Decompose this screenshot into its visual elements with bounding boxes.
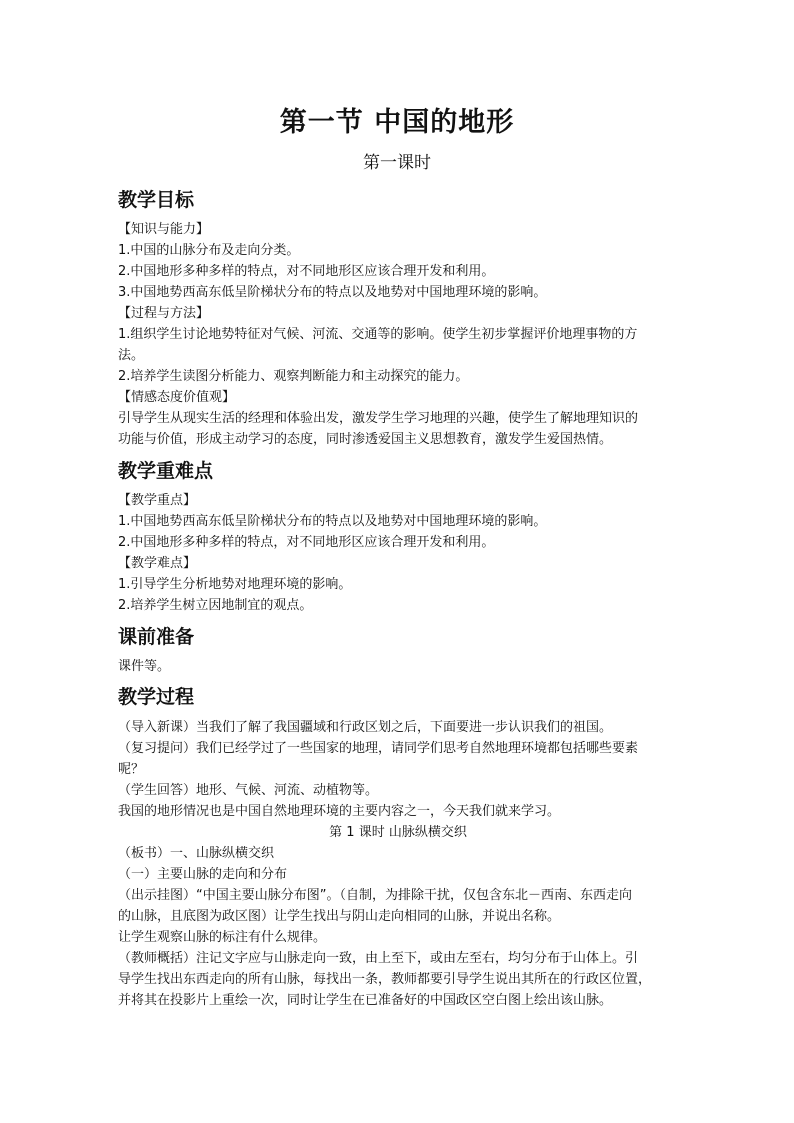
text-line: 1.组织学生讨论地势特征对气候、河流、交通等的影响。使学生初步掌握评价地理事物的方 <box>118 327 638 342</box>
text-line: 2.中国地形多种多样的特点，对不同地形区应该合理开发和利用。 <box>118 535 495 550</box>
text-line: 1.中国地势西高东低呈阶梯状分布的特点以及地势对中国地理环境的影响。 <box>118 514 547 529</box>
section-heading-objectives: 教学目标 <box>118 189 195 211</box>
lesson-title: 第 1 课时 山脉纵横交织 <box>329 825 467 840</box>
text-line: 并将其在投影片上重绘一次，同时让学生在已准备好的中国政区空白图上绘出该山脉。 <box>118 993 613 1008</box>
text-line: 3.中国地势西高东低呈阶梯状分布的特点以及地势对中国地理环境的影响。 <box>118 285 547 300</box>
text-line: 2.培养学生树立因地制宜的观点。 <box>118 598 313 613</box>
text-line: 的山脉，且底图为政区图）让学生找出与阴山走向相同的山脉，并说出名称。 <box>118 909 561 924</box>
label-focus: 【教学重点】 <box>118 493 197 508</box>
label-knowledge: 【知识与能力】 <box>118 222 210 237</box>
text-line: 1.中国的山脉分布及走向分类。 <box>118 243 300 258</box>
section-heading-key-points: 教学重难点 <box>118 460 214 482</box>
section-heading-process: 教学过程 <box>118 686 195 708</box>
text-line: 我国的地形情况也是中国自然地理环境的主要内容之一，今天我们就来学习。 <box>118 804 561 819</box>
text-line: 2.培养学生读图分析能力、观察判断能力和主动探究的能力。 <box>118 369 469 384</box>
text-line: （学生回答）地形、气候、河流、动植物等。 <box>118 783 379 798</box>
label-process: 【过程与方法】 <box>118 306 210 321</box>
label-difficulty: 【教学难点】 <box>118 556 197 571</box>
text-line: 呢？ <box>118 762 145 777</box>
text-line: 1.引导学生分析地势对地理环境的影响。 <box>118 577 352 592</box>
text-line: 导学生找出东西走向的所有山脉，每找出一条，教师都要引导学生说出其所在的行政区位置， <box>118 972 652 987</box>
text-line: （复习提问）我们已经学过了一些国家的地理，请同学们思考自然地理环境都包括哪些要素 <box>118 741 639 756</box>
text-line: 法。 <box>118 348 145 363</box>
document-subtitle: 第一课时 <box>363 153 431 173</box>
text-line: （一）主要山脉的走向和分布 <box>118 867 288 882</box>
text-line: 让学生观察山脉的标注有什么规律。 <box>118 930 327 945</box>
text-line: （出示挂图）“中国主要山脉分布图”。（自制，为排除干扰，仅包含东北－西南、东西走向 <box>118 888 632 903</box>
text-line: 2.中国地形多种多样的特点，对不同地形区应该合理开发和利用。 <box>118 264 495 279</box>
text-line: 引导学生从现实生活的经理和体验出发，激发学生学习地理的兴趣，使学生了解地理知识的 <box>118 411 639 426</box>
text-line: （导入新课）当我们了解了我国疆域和行政区划之后，下面要进一步认识我们的祖国。 <box>118 720 613 735</box>
text-line: （教师概括）注记文字应与山脉走向一致，由上至下，或由左至右，均匀分布于山体上。引 <box>118 951 639 966</box>
document-title: 第一节 中国的地形 <box>279 107 515 138</box>
section-heading-preparation: 课前准备 <box>118 626 195 648</box>
text-line: 课件等。 <box>118 659 171 674</box>
text-line: （板书）一、山脉纵横交织 <box>118 846 275 861</box>
text-line: 功能与价值，形成主动学习的态度，同时渗透爱国主义思想教育，激发学生爱国热情。 <box>118 432 613 447</box>
label-emotion: 【情感态度价值观】 <box>118 390 236 405</box>
